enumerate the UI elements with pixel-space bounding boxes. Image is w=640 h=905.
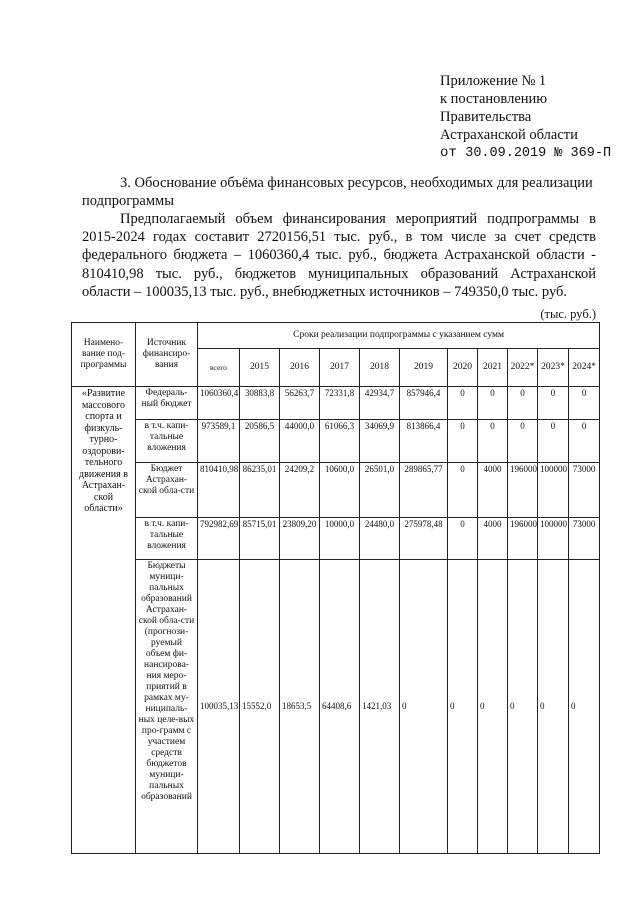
value-cell: 24209,2 <box>280 463 320 518</box>
header-year: 2021 <box>478 349 508 387</box>
header-year: 2019 <box>400 349 448 387</box>
value-cell: 0 <box>538 560 569 854</box>
appendix-date-prefix: от <box>440 145 457 161</box>
value-cell: 0 <box>538 387 569 420</box>
table-row <box>72 387 600 420</box>
value-cell: 0 <box>448 420 478 463</box>
value-cell: 857946,4 <box>400 387 448 420</box>
value-cell: 810410,98 <box>198 463 240 518</box>
value-cell: 61066,3 <box>320 420 360 463</box>
value-cell: 85715,01 <box>240 518 280 560</box>
value-cell: 0 <box>448 518 478 560</box>
value-cell: 792982,69 <box>198 518 240 560</box>
value-cell: 0 <box>538 420 569 463</box>
value-cell: 73000 <box>569 463 600 518</box>
value-cell: 10000,0 <box>320 518 360 560</box>
value-cell: 4000 <box>478 463 508 518</box>
value-cell: 72331,8 <box>320 387 360 420</box>
header-year: 2023* <box>538 349 569 387</box>
appendix-line: Правительства <box>440 109 532 125</box>
header-year: 2020 <box>448 349 478 387</box>
value-cell: 0 <box>569 420 600 463</box>
value-cell: 42934,7 <box>360 387 400 420</box>
header-year: 2015 <box>240 349 280 387</box>
appendix-date-line <box>440 144 630 163</box>
header-year: 2017 <box>320 349 360 387</box>
header-year: всего <box>198 349 240 387</box>
value-cell: 0 <box>448 560 478 854</box>
value-cell: 0 <box>478 387 508 420</box>
value-cell: 34069,9 <box>360 420 400 463</box>
value-cell: 0 <box>478 420 508 463</box>
value-cell: 0 <box>448 387 478 420</box>
header-source: Источник финансиро-вания <box>136 323 198 387</box>
value-cell: 289865,77 <box>400 463 448 518</box>
table-row <box>72 463 600 518</box>
value-cell: 100035,13 <box>198 560 240 854</box>
header-year: 2022* <box>508 349 538 387</box>
value-cell: 0 <box>508 420 538 463</box>
value-cell: 18653,5 <box>280 560 320 854</box>
header-year: 2016 <box>280 349 320 387</box>
value-cell: 10600,0 <box>320 463 360 518</box>
appendix-line: к постановлению <box>440 91 548 107</box>
value-cell: 196000 <box>508 518 538 560</box>
header-year: 2018 <box>360 349 400 387</box>
source-cell: Бюджет Астрахан-ской обла-сти <box>136 463 198 518</box>
source-cell: в т.ч. капи-тальные вложения <box>136 420 198 463</box>
value-cell: 1060360,4 <box>198 387 240 420</box>
value-cell: 0 <box>478 560 508 854</box>
appendix-line: Астраханской области <box>440 127 578 143</box>
value-cell: 813866,4 <box>400 420 448 463</box>
program-name-cell: «Развитие массового спорта и физкуль-турно-оздорови-тельного движения в Астрахан-ской области» <box>72 387 136 854</box>
value-cell: 0 <box>569 560 600 854</box>
value-cell: 86235,01 <box>240 463 280 518</box>
unit-label: (тыс. руб.) <box>540 307 596 321</box>
appendix-date-value: 30.09.2019 № 369-П <box>465 146 612 161</box>
appendix-block <box>440 72 630 163</box>
appendix-title: Приложение № 1 <box>440 73 547 89</box>
value-cell: 275978,48 <box>400 518 448 560</box>
source-cell: Федераль-ный бюджет <box>136 387 198 420</box>
financing-table <box>71 322 600 854</box>
value-cell: 24480,0 <box>360 518 400 560</box>
value-cell: 73000 <box>569 518 600 560</box>
value-cell: 44000,0 <box>280 420 320 463</box>
section-title: 3. Обоснование объёма финансовых ресурсов, необходимых для реализации подпрограммы <box>82 175 593 209</box>
value-cell: 56263,7 <box>280 387 320 420</box>
header-year: 2024* <box>569 349 600 387</box>
source-cell: Бюджеты муници-пальных образований Астрахан-ской обла-сти (прогнози-руемый объем фи-нансирова-ния меро-приятий в рамках му-ниципаль-ных целе-вых про-грамм с участием средств бюджетов муници-пальных образований <box>136 560 198 854</box>
value-cell: 30883,8 <box>240 387 280 420</box>
table-row <box>72 560 600 854</box>
table-row <box>72 420 600 463</box>
value-cell: 100000 <box>538 463 569 518</box>
table-row <box>72 518 600 560</box>
value-cell: 15552,0 <box>240 560 280 854</box>
value-cell: 0 <box>508 560 538 854</box>
value-cell: 0 <box>448 463 478 518</box>
section-body: Предполагаемый объем финансирования мероприятий подпрограммы в 2015-2024 годах составит 2720156,51 тыс. руб., в том числе за счет средств федерального бюджета – 1060360,4 тыс. руб., бюджета Астраханской области - 810410,98 тыс. руб., бюджетов муниципальных образований Астраханской области – 100035,13 тыс. руб., внебюджетных источников – 749350,0 тыс. руб. <box>82 211 596 300</box>
value-cell: 26501,0 <box>360 463 400 518</box>
value-cell: 64408,6 <box>320 560 360 854</box>
value-cell: 4000 <box>478 518 508 560</box>
value-cell: 973589,1 <box>198 420 240 463</box>
table-header-row <box>72 323 600 349</box>
value-cell: 0 <box>569 387 600 420</box>
value-cell: 100000 <box>538 518 569 560</box>
source-cell: в т.ч. капи-тальные вложения <box>136 518 198 560</box>
value-cell: 0 <box>400 560 448 854</box>
value-cell: 1421,03 <box>360 560 400 854</box>
value-cell: 20586,5 <box>240 420 280 463</box>
value-cell: 0 <box>508 387 538 420</box>
header-program-name: Наимено-вание под-программы <box>72 323 136 387</box>
value-cell: 196000 <box>508 463 538 518</box>
value-cell: 23809,20 <box>280 518 320 560</box>
header-terms: Сроки реализации подпрограммы с указанием сумм <box>198 323 600 349</box>
